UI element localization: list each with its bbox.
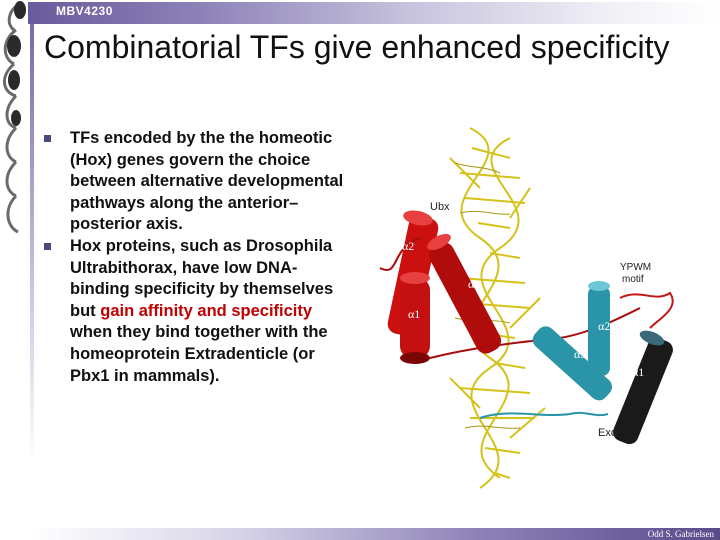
protein-dna-structure-figure xyxy=(360,118,715,503)
label-exd: Exd xyxy=(598,427,617,439)
bullet-item xyxy=(44,236,354,387)
bullet-list xyxy=(44,128,354,387)
label-ypwm xyxy=(620,262,651,285)
label-ypwm-line1: YPWM xyxy=(620,262,652,273)
spiral-binding-decoration xyxy=(0,0,44,260)
ypwm-linker xyxy=(620,293,673,328)
bullet-marker-icon xyxy=(44,243,51,250)
bullet-marker-icon xyxy=(44,135,51,142)
label-exd-a3: α3 xyxy=(574,347,587,361)
slide-title: Combinatorial TFs give enhanced specificity xyxy=(44,29,670,65)
bullet-text: Hox proteins, such as Drosophila Ultrabithorax, have low DNA-binding specificity by themselves but xyxy=(70,236,334,320)
footer-bar xyxy=(28,528,720,540)
course-code: MBV4230 xyxy=(56,4,113,18)
bullet-highlight-text: gain affinity and specificity xyxy=(100,301,313,320)
label-ubx-a2: α2 xyxy=(402,239,415,253)
bullet-item xyxy=(44,128,354,236)
author-credit: Odd S. Gabrielsen xyxy=(647,529,714,539)
header-bar xyxy=(28,2,720,24)
left-accent-bar xyxy=(30,24,34,464)
bullet-text: TFs encoded by the the homeotic (Hox) genes govern the choice between alternative developmental pathways along the anterior–posterior axis. xyxy=(70,129,344,234)
label-ubx-a1: α1 xyxy=(408,307,421,321)
label-ubx: Ubx xyxy=(430,201,450,213)
label-exd-a2: α2 xyxy=(598,319,611,333)
exd-helix-a1 xyxy=(610,328,675,447)
label-ypwm-line2: motif xyxy=(622,274,644,285)
label-exd-a1: α1 xyxy=(632,365,645,379)
bullet-text-continued: when they bind together with the homeoprotein Extradenticle (or Pbx1 in mammals). xyxy=(70,323,328,385)
label-ubx-a3: α3 xyxy=(468,277,481,291)
